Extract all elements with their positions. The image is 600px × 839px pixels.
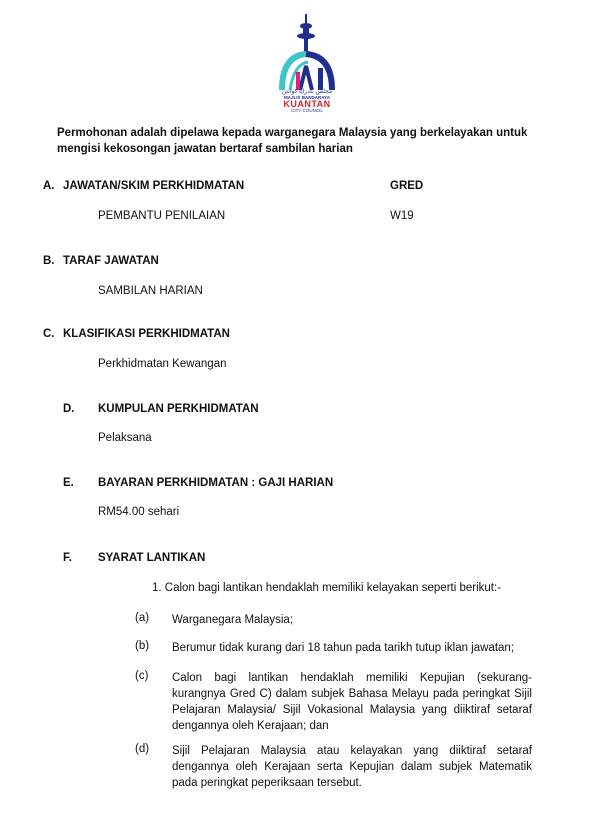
section-a-heading: JAWATAN/SKIM PERKHIDMATAN xyxy=(63,180,245,192)
condition-label-a: (a) xyxy=(135,612,150,624)
condition-b-line: Berumur tidak kurang dari 18 tahun pada tarikh tutup iklan jawatan; xyxy=(172,642,515,654)
section-d-value: Pelaksana xyxy=(98,432,152,444)
logo-name-line: MAJLIS BANDARAYA xyxy=(284,95,330,100)
intro-line-2: mengisi kekosongan jawatan bertaraf sambilan harian xyxy=(57,143,353,155)
section-b-value: SAMBILAN HARIAN xyxy=(98,285,203,297)
section-b-heading: TARAF JAWATAN xyxy=(63,255,159,267)
section-d-heading: KUMPULAN PERKHIDMATAN xyxy=(98,403,259,415)
condition-label-c: (c) xyxy=(135,670,149,682)
condition-text-a xyxy=(172,612,532,628)
condition-text-b xyxy=(172,640,532,656)
section-a-gred-value: W19 xyxy=(390,210,414,222)
condition-text-c xyxy=(172,670,532,734)
section-d-letter: D. xyxy=(63,403,75,415)
condition-text-d xyxy=(172,743,532,791)
logo-arabic-text: مجلس بندرايا كوانتن xyxy=(281,89,333,95)
section-f-letter: F. xyxy=(63,552,72,564)
section-b-letter: B. xyxy=(43,255,55,267)
condition-label-b: (b) xyxy=(135,640,150,652)
section-f-heading: SYARAT LANTIKAN xyxy=(98,552,206,564)
logo-name-main: KUANTAN xyxy=(283,99,331,109)
kuantan-city-council-logo xyxy=(272,12,342,112)
condition-c-line-2: kurangnya Gred C) dalam subjek Bahasa Melayu pada peringkat Sijil xyxy=(172,688,532,700)
section-a-gred-heading: GRED xyxy=(390,180,424,192)
intro-paragraph xyxy=(57,125,527,157)
section-a-value: PEMBANTU PENILAIAN xyxy=(98,210,226,222)
section-c-heading: KLASIFIKASI PERKHIDMATAN xyxy=(63,328,230,340)
condition-c-line-3: Pelajaran Malaysia/ Sijil Vokasional Malaysia yang diiktiraf setaraf xyxy=(172,704,532,716)
condition-c-line-1: Calon bagi lantikan hendaklah memiliki Kepujian (sekurang- xyxy=(172,672,532,684)
intro-line-1: Permohonan adalah dipelawa kepada warganegara Malaysia yang berkelayakan untuk xyxy=(57,127,528,139)
section-c-letter: C. xyxy=(43,328,55,340)
condition-c-line-4: dengannya oleh Kerajaan; dan xyxy=(172,720,329,732)
section-e-letter: E. xyxy=(63,477,74,489)
condition-d-line-3: pada peringkat peperiksaan tersebut. xyxy=(172,777,362,789)
condition-label-d: (d) xyxy=(135,743,150,755)
section-c-value: Perkhidmatan Kewangan xyxy=(98,358,227,370)
condition-d-line-1: Sijil Pelajaran Malaysia atau kelayakan yang diiktiraf setaraf xyxy=(172,745,532,757)
section-e-heading: BAYARAN PERKHIDMATAN : GAJI HARIAN xyxy=(98,477,334,489)
section-e-value: RM54.00 sehari xyxy=(98,506,180,518)
logo-name-sub: CITY COUNCIL xyxy=(291,108,323,113)
condition-item-1: 1. Calon bagi lantikan hendaklah memiliki kelayakan seperti berikut:- xyxy=(152,582,502,594)
section-a-letter: A. xyxy=(43,180,55,192)
condition-d-line-2: dengannya oleh Kerajaan serta Kepujian dalam subjek Matematik xyxy=(172,761,532,773)
condition-a-line: Warganegara Malaysia; xyxy=(172,614,294,626)
